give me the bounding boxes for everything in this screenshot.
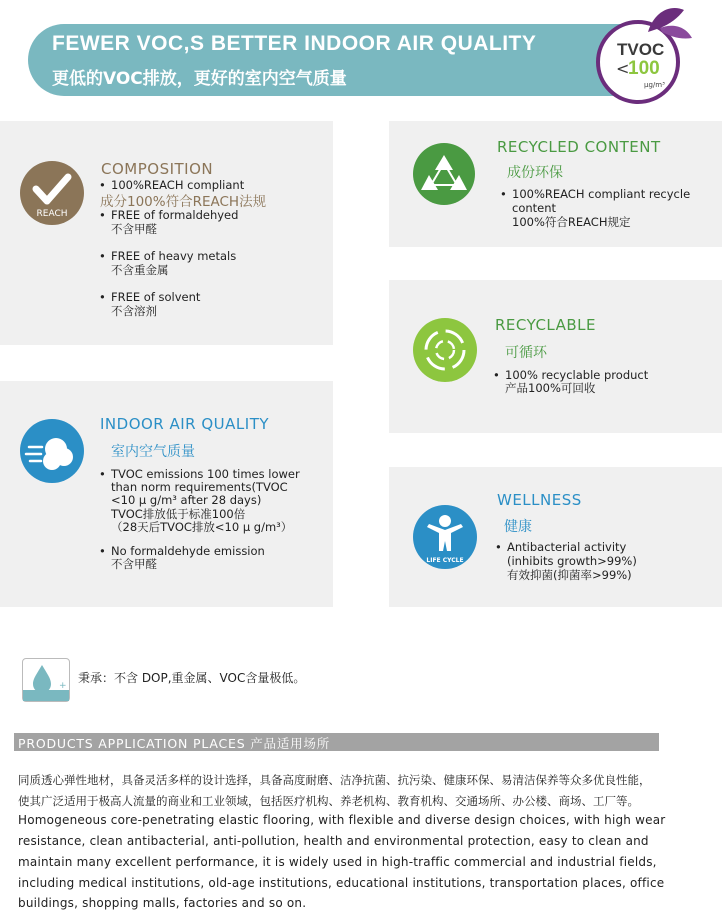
banner-title-cn: 更低的VOC排放，更好的室内空气质量 bbox=[52, 69, 347, 89]
air-item-line: TVOC排放低于标准100倍 bbox=[111, 507, 246, 521]
recycle-icon bbox=[413, 143, 475, 205]
wellness-item: • Antibacterial activity bbox=[507, 541, 626, 554]
application-text-en: buildings, shopping malls, factories and so on. bbox=[18, 896, 307, 910]
badge-less-than: < bbox=[616, 59, 630, 78]
air-item-line: 不含甲醛 bbox=[111, 557, 157, 571]
composition-title: COMPOSITION bbox=[101, 160, 214, 178]
recyclable-title-cn: 可循环 bbox=[505, 345, 547, 361]
application-header: PRODUCTS APPLICATION PLACES 产品适用场所 bbox=[18, 736, 331, 751]
composition-item-cn: 不含重金属 bbox=[111, 263, 169, 277]
wellness-title-cn: 健康 bbox=[504, 519, 532, 535]
air-item-line: （28天后TVOC排放<10 μ g/m³） bbox=[111, 520, 293, 534]
composition-item-cn: 成分100%符合REACH法规 bbox=[100, 194, 267, 210]
application-text-cn: 使其广泛适用于极高人流量的商业和工业领域，包括医疗机构、养老机构、教育机构、交通场所、办公楼、商场、工厂等。 bbox=[18, 794, 639, 808]
composition-panel bbox=[0, 121, 333, 345]
droplet-icon bbox=[22, 658, 70, 702]
air-title-cn: 室内空气质量 bbox=[111, 444, 195, 460]
banner-title-en: FEWER VOC,S BETTER INDOOR AIR QUALITY bbox=[52, 32, 537, 55]
svg-text:+: + bbox=[59, 681, 67, 691]
air-title: INDOOR AIR QUALITY bbox=[100, 415, 270, 433]
recycled-title-cn: 成份环保 bbox=[507, 165, 563, 181]
wellness-item-line: 有效抑菌(抑菌率>99%) bbox=[507, 568, 632, 582]
wellness-title: WELLNESS bbox=[497, 491, 582, 509]
composition-item-cn: 不含甲醛 bbox=[111, 222, 157, 236]
recyclable-title: RECYCLABLE bbox=[495, 316, 597, 334]
recycled-item: • 100%REACH compliant recycle bbox=[512, 188, 690, 201]
recyclable-item-line: 产品100%可回收 bbox=[505, 381, 596, 395]
note-text: 秉承：不含 DOP,重金属、VOC含量极低。 bbox=[78, 671, 306, 685]
composition-item: • 100%REACH compliant bbox=[111, 179, 244, 192]
recycled-title: RECYCLED CONTENT bbox=[497, 138, 661, 156]
badge-tvoc-label: TVOC bbox=[617, 40, 665, 59]
reach-check-icon bbox=[20, 161, 84, 225]
wellness-icon-label: LIFE CYCLE bbox=[426, 557, 464, 564]
air-cloud-icon bbox=[20, 419, 84, 483]
air-item: • TVOC emissions 100 times lower bbox=[111, 468, 300, 481]
air-item: • No formaldehyde emission bbox=[111, 545, 265, 558]
badge-value: 100 bbox=[628, 58, 660, 79]
application-text-en: maintain many excellent performance, it is widely used in high-traffic commercial and industrial fields, bbox=[18, 855, 657, 869]
composition-item: • FREE of heavy metals bbox=[111, 250, 236, 263]
recyclable-arrows-icon bbox=[413, 318, 477, 382]
composition-item-cn: 不含溶剂 bbox=[111, 304, 157, 318]
application-text-en: Homogeneous core-penetrating elastic flooring, with flexible and diverse design choices, with high wear bbox=[18, 813, 666, 827]
badge-unit: μg/m³ bbox=[644, 81, 665, 89]
application-text-cn: 同质透心弹性地材，具备灵活多样的设计选择，具备高度耐磨、洁净抗菌、抗污染、健康环保、易清洁保养等众多优良性能， bbox=[18, 773, 651, 787]
composition-item: • FREE of formaldehyed bbox=[111, 209, 238, 222]
wellness-item-line: (inhibits growth>99%) bbox=[507, 554, 637, 568]
person-icon bbox=[413, 505, 477, 569]
application-text-en: resistance, clean antibacterial, anti-pollution, health and environmental protection, easy to clean and bbox=[18, 834, 649, 848]
application-text-en: including medical institutions, old-age institutions, educational institutions, transportation places, office bbox=[18, 876, 665, 890]
recycled-item-line: 100%符合REACH规定 bbox=[512, 215, 631, 229]
air-item-line: than norm requirements(TVOC bbox=[111, 480, 288, 494]
recyclable-item: • 100% recyclable product bbox=[505, 369, 648, 382]
recycled-item-line: content bbox=[512, 201, 557, 215]
reach-icon-label: REACH bbox=[36, 209, 68, 219]
air-item-line: <10 μ g/m³ after 28 days) bbox=[111, 493, 262, 507]
composition-item: • FREE of solvent bbox=[111, 291, 200, 304]
